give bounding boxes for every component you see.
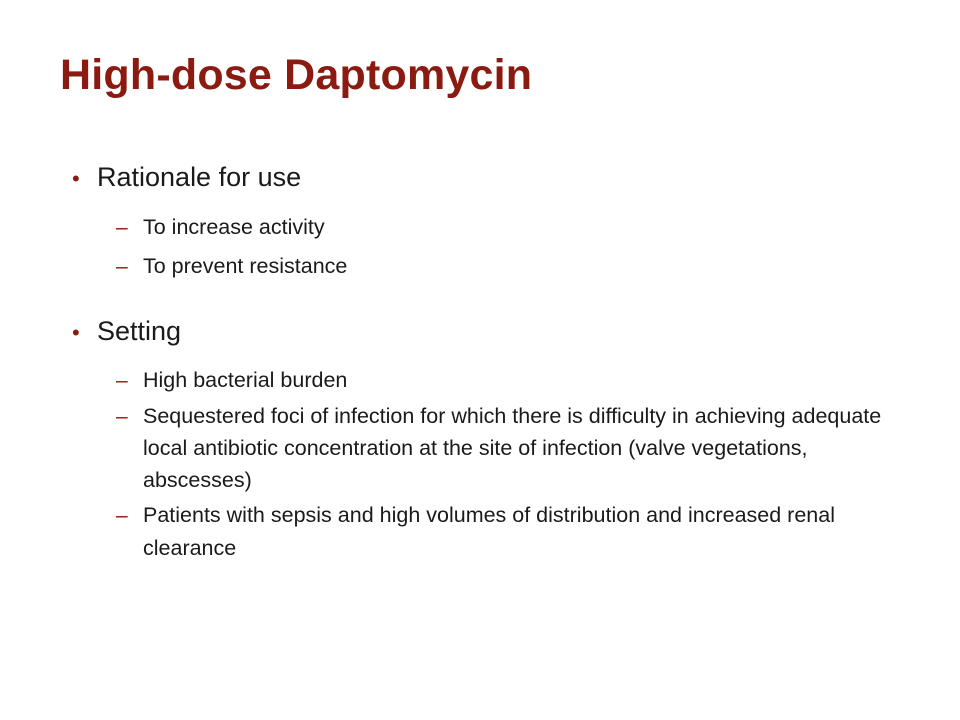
dash-icon: – [116,504,128,528]
bullet-heading: Rationale for use [97,162,302,192]
slide-title: High-dose Daptomycin [60,51,533,99]
dash-icon: – [116,369,128,393]
dash-icon: – [116,254,128,278]
list-item [116,499,922,564]
list-item [116,250,922,282]
bullet-setting [72,315,922,347]
section-rationale [72,161,922,282]
list-item-text: To prevent resistance [143,253,348,278]
dash-icon: – [116,216,128,240]
list-item [116,400,922,497]
section-setting [72,315,922,564]
sub-list-rationale [72,211,922,282]
list-item-text: Patients with sepsis and high volumes of distribution and increased renal clearance [143,503,835,560]
bullet-dot-icon: • [72,166,80,191]
bullet-dot-icon: • [72,320,80,345]
sub-list-setting [72,364,922,564]
bullet-heading: Setting [97,316,182,346]
list-item [116,211,922,243]
list-item-text: High bacterial burden [143,368,348,393]
dash-icon: – [116,404,128,428]
list-item-text: Sequestered foci of infection for which there is difficulty in achieving adequate local antibiotic concentration at the site of infection (valve vegetations, abscesses) [143,403,882,493]
list-item-text: To increase activity [143,215,325,240]
bullet-rationale [72,161,922,193]
list-item [116,364,922,396]
